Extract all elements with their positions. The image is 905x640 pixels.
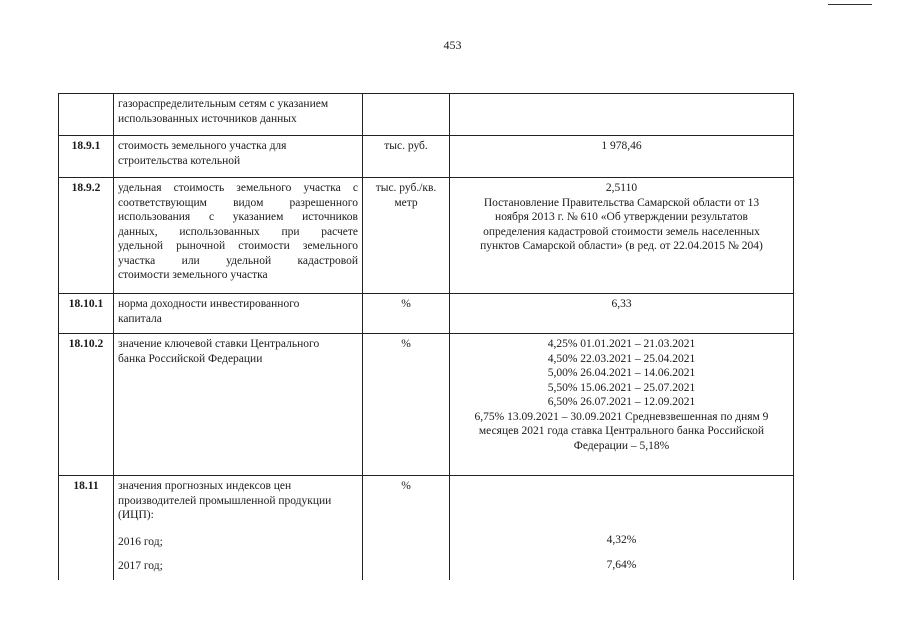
row-value: 1 978,46 <box>450 136 794 178</box>
table-row <box>59 294 794 334</box>
row-description: газораспределительным сетям с указанием использованных источников данных <box>114 94 363 136</box>
row-value: 4,25% 01.01.2021 – 21.03.2021 4,50% 22.03.2021 – 25.04.2021 5,00% 26.04.2021 – 14.06.2021 5,50% 15.06.2021 – 25.07.2021 6,50% 26.07.2021 – 12.09.2021 6,75% 13.09.2021 – 30.09.2021 Средневзвешенная по дням 9 месяцев 2021 года ставка Центрального банка Российской Федерации – 5,18% <box>450 334 794 476</box>
row-value: 2,5110 Постановление Правительства Самарской области от 13 ноября 2013 г. № 610 «Об утверждении результатов определения кадастровой стоимости земель населенных пунктов Самарской области» (в ред. от 22.04.2015 № 204) <box>450 178 794 294</box>
sub-item-value: 7,64% <box>606 558 637 571</box>
row-description: стоимость земельного участка для строительства котельной <box>114 136 363 178</box>
document-table <box>58 93 794 580</box>
page-number: 453 <box>443 38 462 52</box>
row-description: норма доходности инвестированного капитала <box>114 294 363 334</box>
row-number: 18.10.2 <box>59 334 114 476</box>
row-number: 18.9.2 <box>59 178 114 294</box>
row-unit: % <box>363 476 450 580</box>
table-row <box>59 476 794 580</box>
sub-item-label: 2016 год; <box>118 535 163 548</box>
row-description: значение ключевой ставки Центрального банка Российской Федерации <box>114 334 363 476</box>
row-unit <box>363 94 450 136</box>
table-row <box>59 94 794 136</box>
row-number <box>59 94 114 136</box>
row-unit: тыс. руб./кв. метр <box>363 178 450 294</box>
sub-item-value: 4,32% <box>606 534 637 546</box>
sub-item-label: 2017 год; <box>118 560 163 572</box>
table-row <box>59 334 794 476</box>
row-value <box>450 476 794 580</box>
table-row <box>59 136 794 178</box>
row-number: 18.10.1 <box>59 294 114 334</box>
row-unit: тыс. руб. <box>363 136 450 178</box>
row-value: 6,33 <box>450 294 794 334</box>
top-rule <box>828 4 872 5</box>
row-description: удельная стоимость земельного участка с соответствующим видом разрешенного использования с указанием источников данных, использованных при расчете удельной рыночной стоимости земельного участка или удельной кадастровой стоимости земельного участка <box>114 178 363 294</box>
row-number: 18.9.1 <box>59 136 114 178</box>
row-description: значения прогнозных индексов цен производителей промышленной продукции (ИЦП): 2016 год; 2017 год; <box>114 476 363 580</box>
table-row <box>59 178 794 294</box>
row-unit: % <box>363 294 450 334</box>
row-value <box>450 94 794 136</box>
row-number: 18.11 <box>59 476 114 580</box>
row-unit: % <box>363 334 450 476</box>
